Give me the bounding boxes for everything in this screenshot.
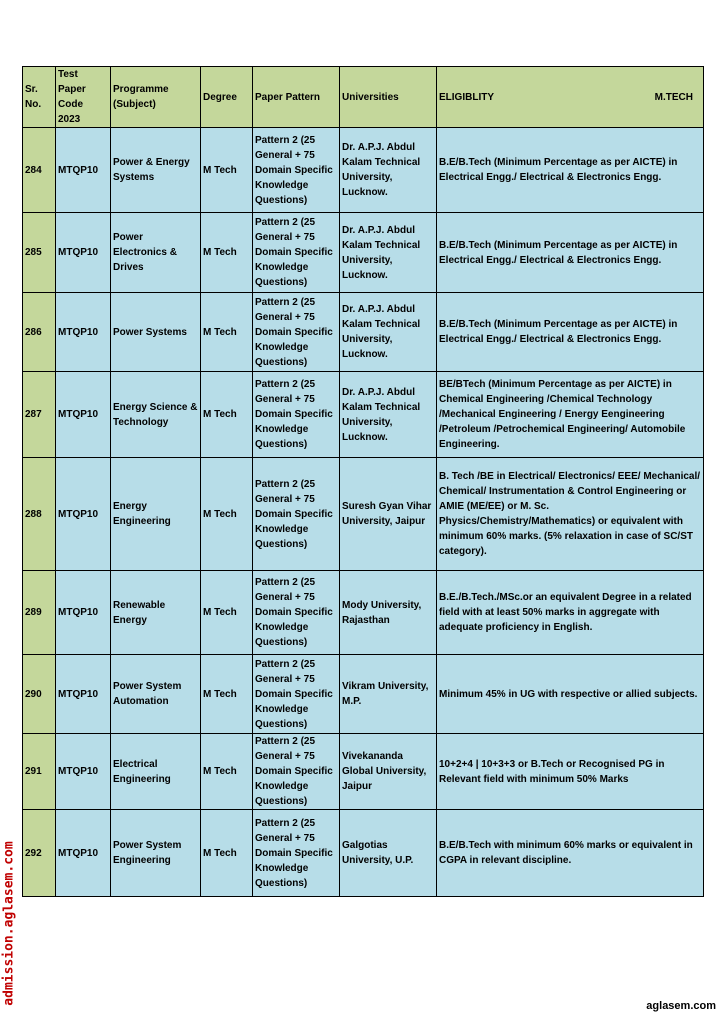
eligibility-cell: B.E/B.Tech with minimum 60% marks or equivalent in CGPA in relevant discipline. xyxy=(437,810,704,897)
table-row xyxy=(23,458,704,571)
watermark-side xyxy=(0,830,18,1016)
test-code-cell: MTQP10 xyxy=(56,734,111,810)
university-cell: Galgotias University, U.P. xyxy=(340,810,437,897)
paper-pattern-cell: Pattern 2 (25 General + 75 Domain Specific Knowledge Questions) xyxy=(253,128,340,213)
programme-cell: Power & Energy Systems xyxy=(111,128,201,213)
sr-no-cell: 287 xyxy=(23,372,56,458)
table-row xyxy=(23,293,704,372)
test-code-cell: MTQP10 xyxy=(56,372,111,458)
programme-cell: Power System Automation xyxy=(111,655,201,734)
degree-cell: M Tech xyxy=(201,655,253,734)
table-row xyxy=(23,372,704,458)
eligibility-cell: B.E/B.Tech (Minimum Percentage as per AICTE) in Electrical Engg./ Electrical & Electronics Engg. xyxy=(437,293,704,372)
paper-pattern-cell: Pattern 2 (25 General + 75 Domain Specific Knowledge Questions) xyxy=(253,810,340,897)
programme-cell: Renewable Energy xyxy=(111,571,201,655)
eligibility-cell: Minimum 45% in UG with respective or allied subjects. xyxy=(437,655,704,734)
paper-pattern-cell: Pattern 2 (25 General + 75 Domain Specific Knowledge Questions) xyxy=(253,372,340,458)
eligibility-cell: B.E/B.Tech (Minimum Percentage as per AICTE) in Electrical Engg./ Electrical & Electronics Engg. xyxy=(437,128,704,213)
test-code-cell: MTQP10 xyxy=(56,128,111,213)
sr-no-cell: 285 xyxy=(23,213,56,293)
table-header-row xyxy=(23,67,704,128)
degree-cell: M Tech xyxy=(201,458,253,571)
test-code-cell: MTQP10 xyxy=(56,293,111,372)
sr-no-cell: 288 xyxy=(23,458,56,571)
watermark-text: admission.aglasem.com xyxy=(1,840,17,1006)
paper-pattern-cell: Pattern 2 (25 General + 75 Domain Specific Knowledge Questions) xyxy=(253,213,340,293)
university-cell: Dr. A.P.J. Abdul Kalam Technical University, Lucknow. xyxy=(340,372,437,458)
table-row xyxy=(23,734,704,810)
sr-no-cell: 286 xyxy=(23,293,56,372)
degree-cell: M Tech xyxy=(201,213,253,293)
header-eligibility: ELIGIBLITY xyxy=(439,91,494,103)
eligibility-cell: BE/BTech (Minimum Percentage as per AICTE) in Chemical Engineering /Chemical Technology /Mechanical Engineering / Energy Eengineering /Petroleum /Petrochemical Engineering/ Automobile Engineering. xyxy=(437,372,704,458)
test-code-cell: MTQP10 xyxy=(56,571,111,655)
table-row xyxy=(23,213,704,293)
sr-no-cell: 291 xyxy=(23,734,56,810)
table-body xyxy=(23,128,704,897)
paper-pattern-cell: Pattern 2 (25 General + 75 Domain Specific Knowledge Questions) xyxy=(253,458,340,571)
table-row xyxy=(23,128,704,213)
paper-pattern-cell: Pattern 2 (25 General + 75 Domain Specific Knowledge Questions) xyxy=(253,571,340,655)
programme-cell: Electrical Engineering xyxy=(111,734,201,810)
test-code-cell: MTQP10 xyxy=(56,810,111,897)
programme-cell: Energy Science & Technology xyxy=(111,372,201,458)
test-code-cell: MTQP10 xyxy=(56,213,111,293)
header-test-paper-code: Test Paper Code 2023 xyxy=(56,67,111,128)
table-row xyxy=(23,571,704,655)
programme-cell: Power Electronics & Drives xyxy=(111,213,201,293)
header-universities: Universities xyxy=(340,67,437,128)
header-programme: Programme (Subject) xyxy=(111,67,201,128)
degree-cell: M Tech xyxy=(201,372,253,458)
test-code-cell: MTQP10 xyxy=(56,655,111,734)
admission-eligibility-table xyxy=(22,66,704,897)
university-cell: Vivekananda Global University, Jaipur xyxy=(340,734,437,810)
programme-cell: Power Systems xyxy=(111,293,201,372)
sr-no-cell: 289 xyxy=(23,571,56,655)
paper-pattern-cell: Pattern 2 (25 General + 75 Domain Specific Knowledge Questions) xyxy=(253,655,340,734)
eligibility-cell: B.E./B.Tech./MSc.or an equivalent Degree in a related field with at least 50% marks in aggregate with adequate proficiency in English. xyxy=(437,571,704,655)
degree-cell: M Tech xyxy=(201,734,253,810)
table-row xyxy=(23,655,704,734)
sr-no-cell: 290 xyxy=(23,655,56,734)
university-cell: Mody University, Rajasthan xyxy=(340,571,437,655)
header-paper-pattern: Paper Pattern xyxy=(253,67,340,128)
programme-cell: Power System Engineering xyxy=(111,810,201,897)
sr-no-cell: 292 xyxy=(23,810,56,897)
eligibility-cell: B. Tech /BE in Electrical/ Electronics/ EEE/ Mechanical/ Chemical/ Instrumentation & Control Engineering or AMIE (ME/EE) or M. Sc. Physics/Chemistry/Mathematics) or equivalent with minimum 60% marks. (5% relaxation in case of SC/ST category). xyxy=(437,458,704,571)
university-cell: Dr. A.P.J. Abdul Kalam Technical University, Lucknow. xyxy=(340,293,437,372)
footer-brand: aglasem.com xyxy=(646,1000,716,1012)
test-code-cell: MTQP10 xyxy=(56,458,111,571)
university-cell: Suresh Gyan Vihar University, Jaipur xyxy=(340,458,437,571)
table-row xyxy=(23,810,704,897)
eligibility-cell: 10+2+4 | 10+3+3 or B.Tech or Recognised PG in Relevant field with minimum 50% Marks xyxy=(437,734,704,810)
degree-cell: M Tech xyxy=(201,128,253,213)
paper-pattern-cell: Pattern 2 (25 General + 75 Domain Specific Knowledge Questions) xyxy=(253,293,340,372)
header-eligibility-cell xyxy=(437,67,704,128)
programme-cell: Energy Engineering xyxy=(111,458,201,571)
header-degree: Degree xyxy=(201,67,253,128)
degree-cell: M Tech xyxy=(201,293,253,372)
eligibility-cell: B.E/B.Tech (Minimum Percentage as per AICTE) in Electrical Engg./ Electrical & Electronics Engg. xyxy=(437,213,704,293)
university-cell: Vikram University, M.P. xyxy=(340,655,437,734)
degree-cell: M Tech xyxy=(201,810,253,897)
paper-pattern-cell: Pattern 2 (25 General + 75 Domain Specific Knowledge Questions) xyxy=(253,734,340,810)
university-cell: Dr. A.P.J. Abdul Kalam Technical University, Lucknow. xyxy=(340,128,437,213)
degree-cell: M Tech xyxy=(201,571,253,655)
sr-no-cell: 284 xyxy=(23,128,56,213)
university-cell: Dr. A.P.J. Abdul Kalam Technical University, Lucknow. xyxy=(340,213,437,293)
header-course: M.TECH xyxy=(654,91,693,103)
header-sr-no: Sr. No. xyxy=(23,67,56,128)
